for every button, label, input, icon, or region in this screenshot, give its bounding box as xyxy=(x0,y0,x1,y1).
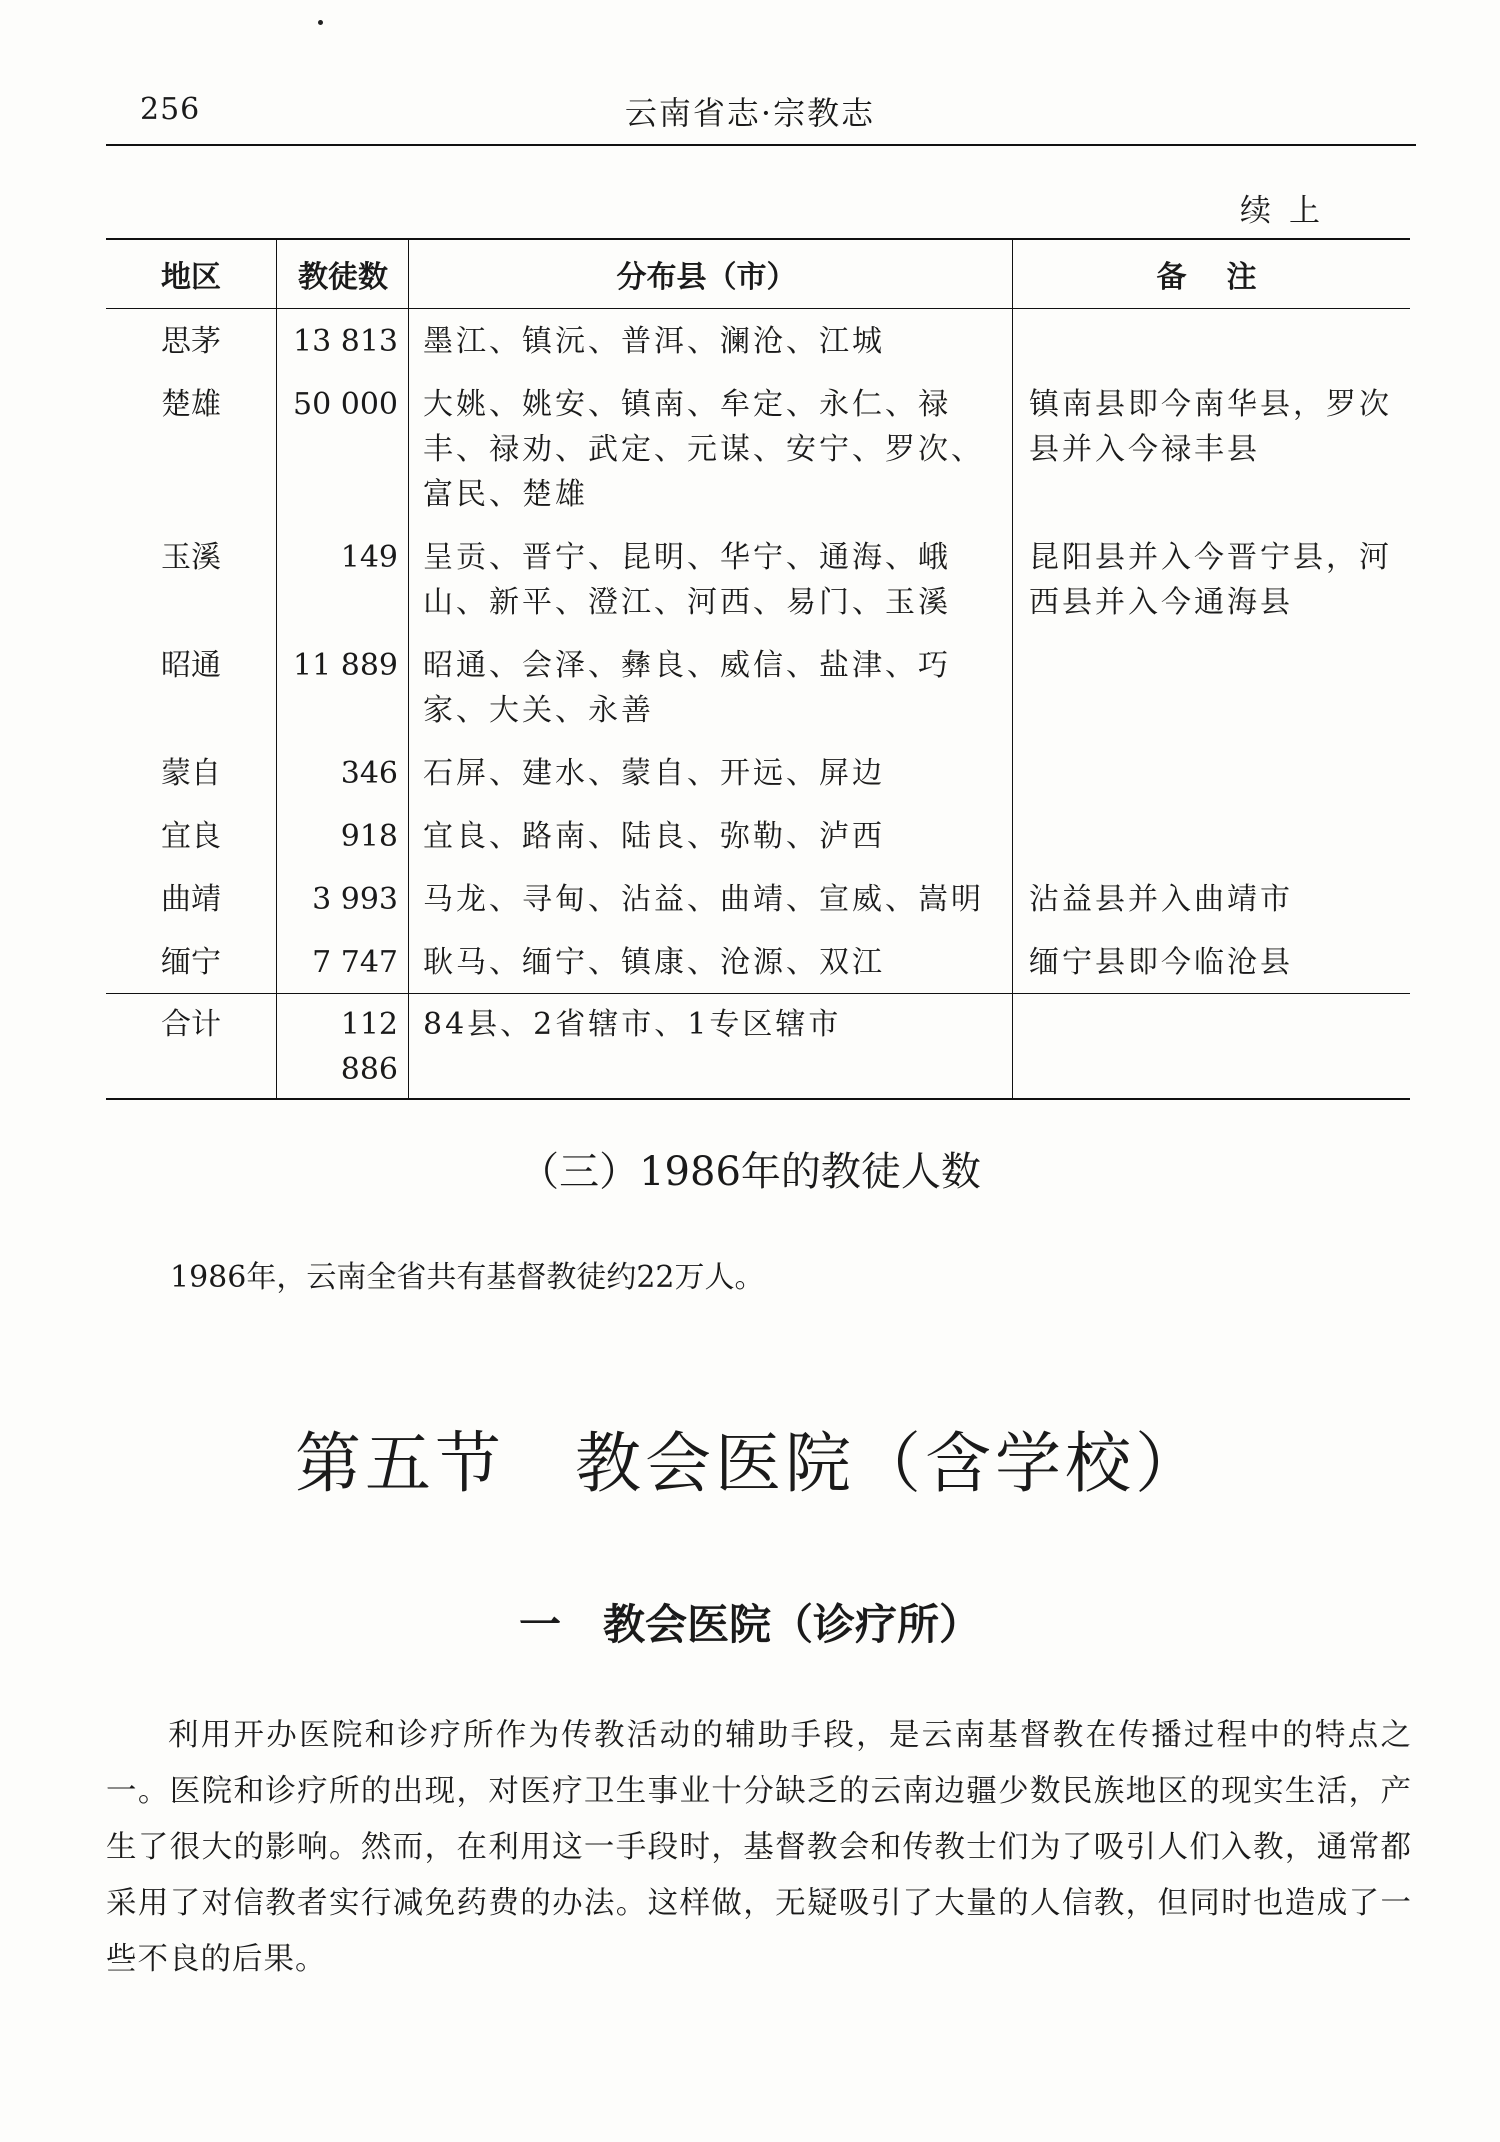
notes-cell xyxy=(1013,804,1411,867)
count-cell: 3 993 xyxy=(277,867,409,930)
table-row xyxy=(106,372,1410,525)
count-cell: 918 xyxy=(277,804,409,867)
table-header-row xyxy=(106,239,1410,309)
running-title: 云南省志·宗教志 xyxy=(624,94,876,132)
region-cell: 思茅 xyxy=(161,324,221,359)
notes-cell: 昆阳县并入今晋宁县，河西县并入今通海县 xyxy=(1013,525,1411,633)
table-row xyxy=(106,525,1410,633)
counties-cell: 呈贡、晋宁、昆明、华宁、通海、峨山、新平、澄江、河西、易门、玉溪 xyxy=(409,525,1013,633)
region-cell: 宜良 xyxy=(161,819,221,854)
counties-cell: 马龙、寻甸、沾益、曲靖、宣威、嵩明 xyxy=(409,867,1013,930)
total-notes xyxy=(1013,994,1411,1100)
body-paragraph: 利用开办医院和诊疗所作为传教活动的辅助手段，是云南基督教在传播过程中的特点之一。医院和诊疗所的出现，对医疗卫生事业十分缺乏的云南边疆少数民族地区的现实生活，产生了很大的影响。然而，在利用这一手段时，基督教会和传教士们为了吸引人们入教，通常都采用了对信教者实行减免药费的办法。这样做，无疑吸引了大量的人信教，但同时也造成了一些不良的后果。 xyxy=(106,1718,1412,1977)
region-cell: 蒙自 xyxy=(161,756,221,791)
table-total-row xyxy=(106,994,1410,1100)
table-row xyxy=(106,804,1410,867)
counties-cell: 昭通、会泽、彝良、威信、盐津、巧家、大关、永善 xyxy=(409,633,1013,741)
column-header-counties: 分布县（市） xyxy=(409,239,1013,309)
total-counties: 84县、2省辖市、1专区辖市 xyxy=(409,994,1013,1100)
notes-cell xyxy=(1013,309,1411,373)
continued-label: 续上 xyxy=(1240,193,1338,229)
region-cell: 昭通 xyxy=(161,648,221,683)
subsection-paragraph: 1986年，云南全省共有基督教徒约22万人。 xyxy=(170,1260,765,1295)
total-count: 112 886 xyxy=(277,994,409,1100)
count-cell: 11 889 xyxy=(277,633,409,741)
notes-cell: 缅宁县即今临沧县 xyxy=(1013,930,1411,994)
notes-cell xyxy=(1013,633,1411,741)
total-label: 合计 xyxy=(106,994,277,1100)
subsection-heading: （三）1986年的教徒人数 xyxy=(519,1149,981,1195)
counties-cell: 石屏、建水、蒙自、开远、屏边 xyxy=(409,741,1013,804)
count-cell: 7 747 xyxy=(277,930,409,994)
region-cell: 楚雄 xyxy=(161,387,221,422)
counties-cell: 大姚、姚安、镇南、牟定、永仁、禄丰、禄劝、武定、元谋、安宁、罗次、富民、楚雄 xyxy=(409,372,1013,525)
count-cell: 149 xyxy=(277,525,409,633)
count-cell: 50 000 xyxy=(277,372,409,525)
print-speck xyxy=(318,20,323,25)
section-subtitle: 一 教会医院（诊疗所） xyxy=(518,1600,981,1649)
column-header-notes: 备注 xyxy=(1013,239,1411,309)
table-row xyxy=(106,309,1410,373)
believers-table xyxy=(106,238,1410,1100)
table-row xyxy=(106,633,1410,741)
region-cell: 缅宁 xyxy=(161,945,221,980)
section-title: 第五节 教会医院（含学校） xyxy=(295,1425,1205,1502)
count-cell: 13 813 xyxy=(277,309,409,373)
column-header-count: 教徒数 xyxy=(277,239,409,309)
table-row xyxy=(106,867,1410,930)
table-row xyxy=(106,930,1410,994)
page-number: 256 xyxy=(140,92,201,127)
notes-cell xyxy=(1013,741,1411,804)
header-rule xyxy=(106,144,1416,146)
notes-cell: 沾益县并入曲靖市 xyxy=(1013,867,1411,930)
table-row xyxy=(106,741,1410,804)
counties-cell: 宜良、路南、陆良、弥勒、泸西 xyxy=(409,804,1013,867)
region-cell: 曲靖 xyxy=(161,882,221,917)
region-cell: 玉溪 xyxy=(161,540,221,575)
notes-cell: 镇南县即今南华县，罗次县并入今禄丰县 xyxy=(1013,372,1411,525)
counties-cell: 耿马、缅宁、镇康、沧源、双江 xyxy=(409,930,1013,994)
count-cell: 346 xyxy=(277,741,409,804)
counties-cell: 墨江、镇沅、普洱、澜沧、江城 xyxy=(409,309,1013,373)
column-header-region: 地区 xyxy=(106,239,277,309)
